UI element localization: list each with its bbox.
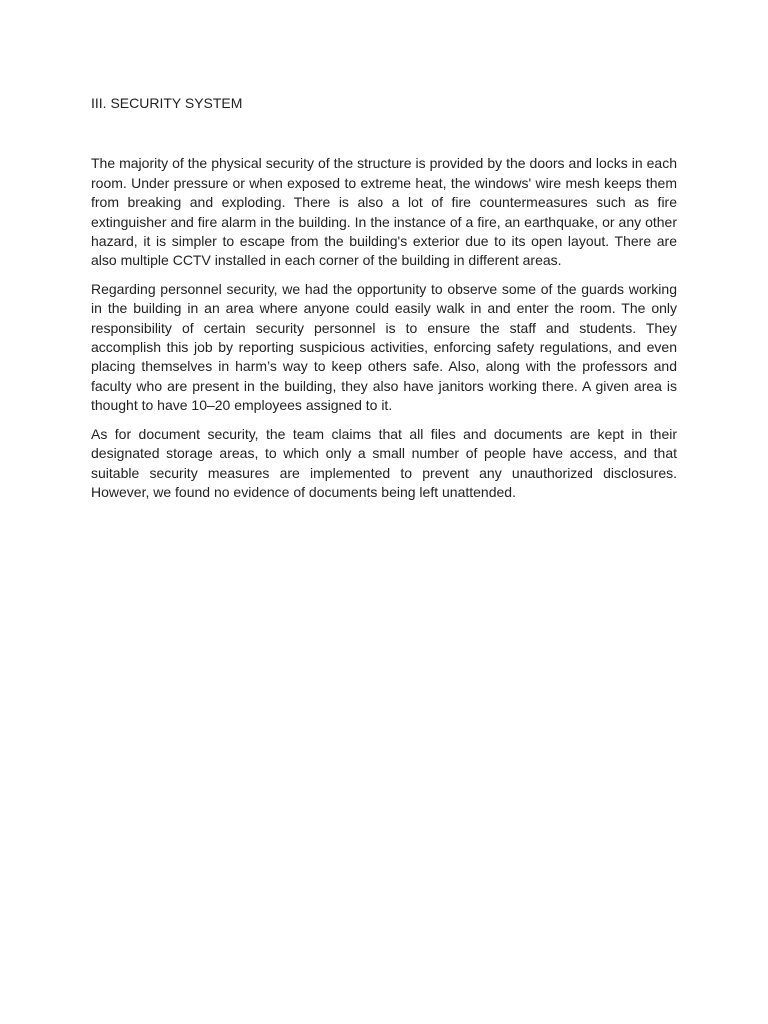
paragraph-personnel-security: Regarding personnel security, we had the opportunity to observe some of the guards working in the building in an area where anyone could easily walk in and enter the room. The only responsibility of certain security personnel is to ensure the staff and students. They accomplish this job by reporting suspicious activities, enforcing safety regulations, and even placing themselves in harm’s way to keep others safe. Also, along with the professors and faculty who are present in the building, they also have janitors working there. A given area is thought to have 10–20 employees assigned to it. [91, 280, 677, 414]
paragraph-document-security: As for document security, the team claims that all files and documents are kept in their designated storage areas, to which only a small number of people have access, and that suitable security measures are implemented to prevent any unauthorized disclosures. However, we found no evidence of documents being left unattended. [91, 425, 677, 500]
section-heading: III. SECURITY SYSTEM [91, 95, 243, 111]
document-body [91, 94, 677, 511]
paragraph-physical-security: The majority of the physical security of the structure is provided by the doors and locks in each room. Under pressure or when exposed to extreme heat, the windows' wire mesh keeps them from breaking and exploding. There is also a lot of fire countermeasures such as fire extinguisher and fire alarm in the building. In the instance of a fire, an earthquake, or any other hazard, it is simpler to escape from the building's exterior due to its open layout. There are also multiple CCTV installed in each corner of the building in different areas. [91, 155, 677, 269]
